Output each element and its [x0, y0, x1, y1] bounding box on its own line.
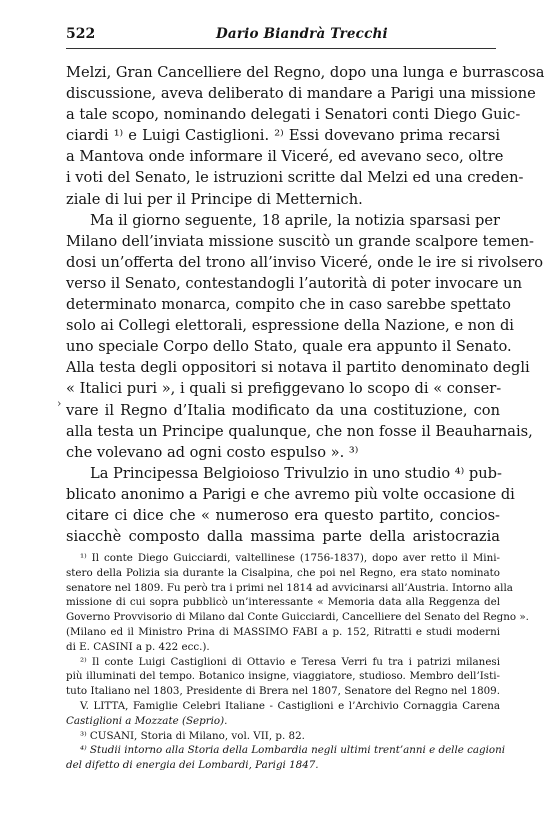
page-number: 522 — [66, 26, 96, 42]
text-line: « Italici puri », i quali si prefiggevano lo scopo di « conser- — [66, 380, 502, 398]
text-line: dosi un’offerta del trono all’inviso Viceré, onde le ire si rivolsero — [66, 253, 543, 271]
text-line: La Principessa Belgioioso Trivulzio in uno studio ⁴⁾ pub- — [90, 464, 502, 482]
text-line: che volevano ad ogni costo espulso ». ³⁾ — [66, 443, 359, 461]
footnote-line: missione di cui sopra pubblicò un’interessante « Memoria data alla Reggenza del — [66, 596, 500, 609]
page-header — [66, 26, 490, 44]
footnote-line: Castiglioni a Mozzate (Seprio). — [66, 714, 228, 727]
text-line: i voti del Senato, le istruzioni scritte dal Melzi ed una creden- — [66, 169, 524, 187]
footnote-line: del difetto di energia dei Lombardi, Parigi 1847. — [66, 759, 319, 772]
text-line: Ma il giorno seguente, 18 aprile, la notizia sparsasi per — [90, 211, 500, 229]
main-text — [66, 62, 545, 547]
text-line: discussione, aveva deliberato di mandare a Parigi una missione — [66, 85, 536, 103]
running-title: Dario Biandrà Trecchi — [216, 26, 388, 42]
text-line: alla testa un Principe qualunque, che non fosse il Beauharnais, — [66, 422, 533, 440]
text-line: Alla testa degli oppositori si notava il partito denominato degli — [66, 359, 530, 377]
footnote-line: di E. CASINI a p. 422 ecc.). — [66, 640, 210, 653]
footnote-line: Governo Provvisorio di Milano dal Conte Guicciardi, Cancelliere del Senato del Regno ». — [66, 611, 529, 624]
footnotes — [66, 551, 529, 773]
text-line: siacchè composto dalla massima parte della aristocrazia — [66, 528, 500, 546]
text-line: vare il Regno d’Italia modificato da una costituzione, con — [66, 401, 500, 419]
text-line: ciardi ¹⁾ e Luigi Castiglioni. ²⁾ Essi dovevano prima recarsi — [66, 127, 500, 145]
footnote-line: stero della Polizia sia durante la Cisalpina, che poi nel Regno, era stato nominato — [66, 566, 500, 579]
footnote-line: tuto Italiano nel 1803, Presidente di Brera nel 1807, Senatore del Regno nel 1809. — [66, 685, 500, 698]
footnote-line: ⁴⁾ Studii intorno alla Storia della Lombardia negli ultimi trent’anni e delle cagioni — [80, 744, 506, 757]
text-line: verso il Senato, contestandogli l’autorità di poter invocare un — [66, 274, 522, 292]
text-line: Melzi, Gran Cancelliere del Regno, dopo una lunga e burrascosa — [66, 64, 545, 81]
text-line: blicato anonimo a Parigi e che avremo più volte occasione di — [66, 485, 515, 503]
footnote-line: più illuminati del tempo. Botanico insigne, viaggiatore, studioso. Membro dell’Isti- — [66, 670, 500, 683]
footnote-line: (Milano ed il Ministro Prina di MASSIMO FABI a p. 152, Ritratti e studi moderni — [66, 625, 500, 638]
text-line: uno speciale Corpo dello Stato, quale era appunto il Senato. — [66, 338, 512, 356]
footnote-line: V. LITTA, Famiglie Celebri Italiane - Castiglioni e l’Archivio Cornaggia Carena — [80, 699, 500, 712]
margin-mark: › — [57, 397, 62, 410]
footnote-line: senatore nel 1809. Fu però tra i primi nel 1814 ad avvicinarsi all’Austria. Intorno alla — [66, 581, 513, 594]
footnote-line: ¹⁾ Il conte Diego Guicciardi, valtellinese (1756-1837), dopo aver retto il Mini- — [80, 552, 500, 564]
text-line: Milano dell’inviata missione suscitò un grande scalpore temen- — [66, 232, 534, 250]
text-line: ziale di lui per il Principe di Metternich. — [66, 190, 363, 208]
text-line: citare ci dice che « numeroso era questo partito, concios- — [66, 506, 500, 524]
text-line: a Mantova onde informare il Viceré, ed avevano seco, oltre — [66, 148, 504, 166]
header-rule — [66, 48, 496, 49]
text-line: solo ai Collegi elettorali, espressione della Nazione, e non di — [66, 317, 514, 335]
text-line: determinato monarca, compito che in caso sarebbe spettato — [66, 296, 511, 314]
footnote-line: ³⁾ CUSANI, Storia di Milano, vol. VII, p. 82. — [80, 729, 305, 742]
footnote-line: ²⁾ Il conte Luigi Castiglioni di Ottavio e Teresa Verri fu tra i patrizi milanesi — [80, 655, 500, 668]
text-line: a tale scopo, nominando delegati i Senatori conti Diego Guic- — [66, 106, 521, 124]
